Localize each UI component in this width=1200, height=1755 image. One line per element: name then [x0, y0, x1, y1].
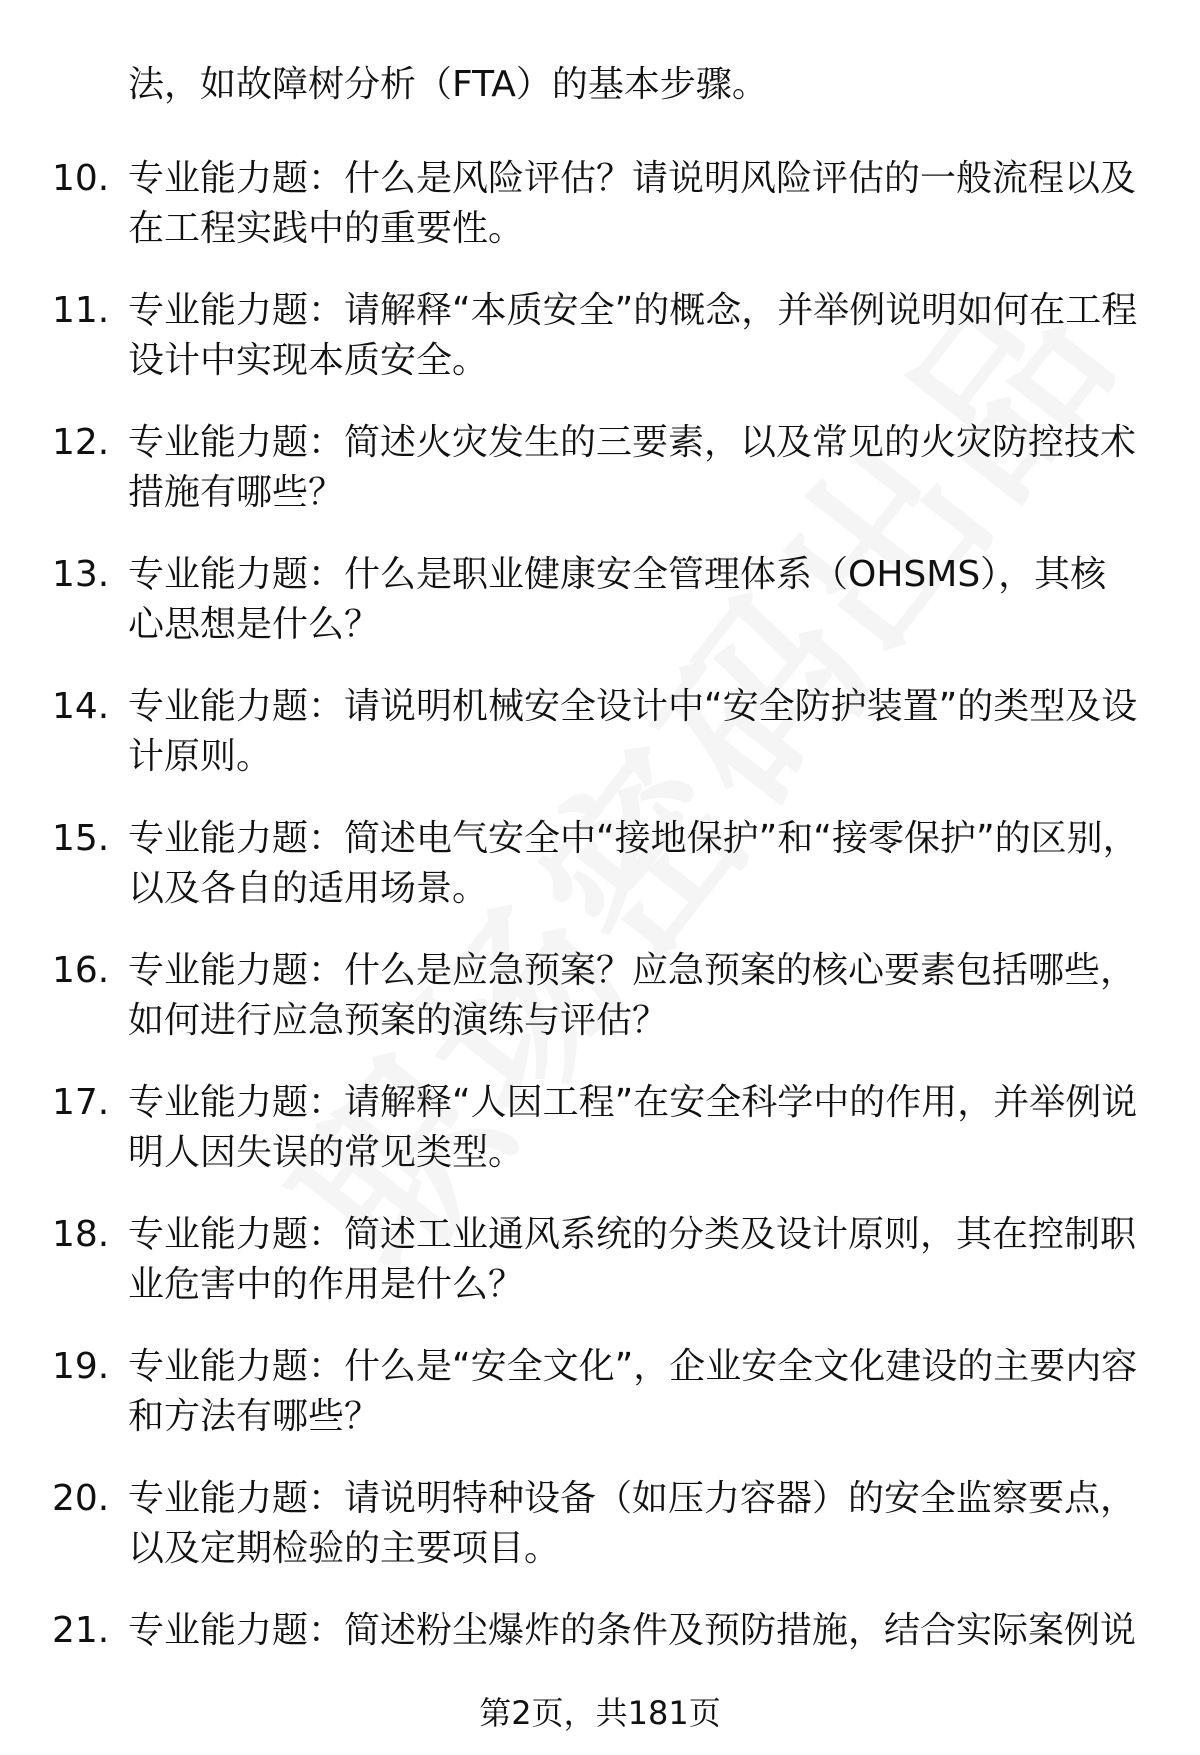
- question-item: [0, 946, 1200, 1078]
- question-number: 10.: [52, 158, 110, 199]
- question-item: [0, 154, 1200, 286]
- question-text: 专业能力题：简述火灾发生的三要素，以及常见的火灾防控技术措施有哪些？: [128, 422, 1137, 513]
- question-number: 16.: [52, 950, 110, 991]
- question-item: [0, 286, 1200, 418]
- question-number: 17.: [52, 1082, 110, 1123]
- question-text: 专业能力题：简述粉尘爆炸的条件及预防措施，结合实际案例说: [128, 1610, 1137, 1651]
- question-number: 11.: [52, 290, 110, 331]
- question-item: [0, 1078, 1200, 1210]
- question-item: [0, 550, 1200, 682]
- question-item: [0, 1474, 1200, 1606]
- question-text: 专业能力题：请说明机械安全设计中“安全防护装置”的类型及设计原则。: [128, 686, 1138, 777]
- question-text: 专业能力题：什么是风险评估？请说明风险评估的一般流程以及在工程实践中的重要性。: [128, 158, 1137, 249]
- question-number: 18.: [52, 1214, 110, 1255]
- question-text: 专业能力题：简述电气安全中“接地保护”和“接零保护”的区别，以及各自的适用场景。: [128, 818, 1139, 909]
- question-number: 12.: [52, 422, 110, 463]
- question-text: 专业能力题：请说明特种设备（如压力容器）的安全监察要点，以及定期检验的主要项目。: [128, 1478, 1137, 1569]
- page-footer: 第2页，共181页: [479, 1694, 721, 1732]
- question-item: [0, 1210, 1200, 1342]
- question-number: 14.: [52, 686, 110, 727]
- question-text: 专业能力题：请解释“人因工程”在安全科学中的作用，并举例说明人因失误的常见类型。: [128, 1082, 1138, 1173]
- question-item: [0, 418, 1200, 550]
- question-text: 专业能力题：什么是职业健康安全管理体系（OHSMS），其核心思想是什么？: [128, 554, 1107, 645]
- question-item: [0, 1342, 1200, 1474]
- question-number: 20.: [52, 1478, 110, 1519]
- question-list: [0, 154, 1200, 1738]
- question-text: 专业能力题：什么是应急预案？应急预案的核心要素包括哪些，如何进行应急预案的演练与评估？: [128, 950, 1137, 1041]
- question-text: 专业能力题：简述工业通风系统的分类及设计原则，其在控制职业危害中的作用是什么？: [128, 1214, 1137, 1305]
- question-number: 13.: [52, 554, 110, 595]
- question-item: [0, 814, 1200, 946]
- question-number: 15.: [52, 818, 110, 859]
- question-number: 19.: [52, 1346, 110, 1387]
- question-number: 21.: [52, 1610, 110, 1651]
- question-text: 专业能力题：请解释“本质安全”的概念，并举例说明如何在工程设计中实现本质安全。: [128, 290, 1138, 381]
- continuation-text: 法，如故障树分析（FTA）的基本步骤。: [128, 64, 768, 105]
- question-text: 专业能力题：什么是“安全文化”，企业安全文化建设的主要内容和方法有哪些？: [128, 1346, 1138, 1437]
- question-item: [0, 682, 1200, 814]
